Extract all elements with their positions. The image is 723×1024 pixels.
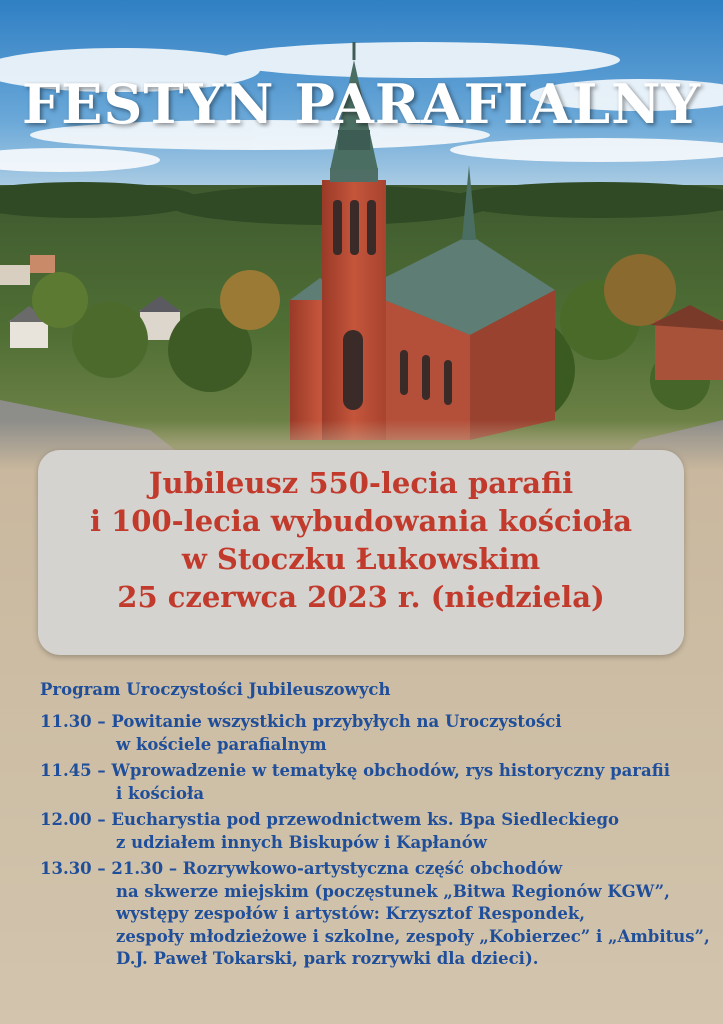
program-item-continuation: D.J. Paweł Tokarski, park rozrywki dla dzieci).	[116, 949, 539, 968]
program-item-continuation: z udziałem innych Biskupów i Kapłanów	[116, 832, 487, 852]
program-item-continuation: w kościele parafialnym	[116, 734, 327, 754]
program-item	[40, 760, 700, 805]
program-item-continuation: i kościoła	[116, 783, 205, 803]
program-item-time-line: 11.45 – Wprowadzenie w tematykę obchodów, rys historyczny parafii	[40, 761, 670, 780]
program-item	[40, 711, 700, 756]
poster-headline: FESTYN PARAFIALNY	[21, 72, 702, 136]
program-section	[40, 680, 710, 975]
program-item-time-line: 13.30 – 21.30 – Rozrywkowo-artystyczna część obchodów	[40, 859, 563, 878]
jubilee-line-location: w Stoczku Łukowskim	[181, 542, 541, 576]
program-item-continuation: zespoły młodzieżowe i szkolne, zespoły „Kobierzec” i „Ambitus”,	[116, 926, 710, 946]
program-item	[40, 858, 710, 971]
program-item-continuation: występy zespołów i artystów: Krzysztof Respondek,	[116, 904, 586, 923]
program-item-time-line: 12.00 – Eucharystia pod przewodnictwem ks. Bpa Siedleckiego	[40, 810, 620, 829]
jubilee-line-100-years: i 100-lecia wybudowania kościoła	[90, 504, 632, 538]
jubilee-line-date: 25 czerwca 2023 r. (niedziela)	[117, 580, 605, 614]
program-title: Program Uroczystości Jubileuszowych	[40, 680, 391, 699]
jubilee-announcement-box	[38, 450, 684, 655]
program-item-continuation: na skwerze miejskim (poczęstunek „Bitwa Regionów KGW”,	[116, 881, 670, 901]
church-aerial-photo	[0, 0, 723, 470]
program-item-time-line: 11.30 – Powitanie wszystkich przybyłych na Uroczystości	[40, 712, 562, 731]
church-photo-illustration	[0, 0, 723, 470]
jubilee-line-550-years: Jubileusz 550-lecia parafii	[148, 466, 574, 500]
program-item	[40, 809, 700, 854]
